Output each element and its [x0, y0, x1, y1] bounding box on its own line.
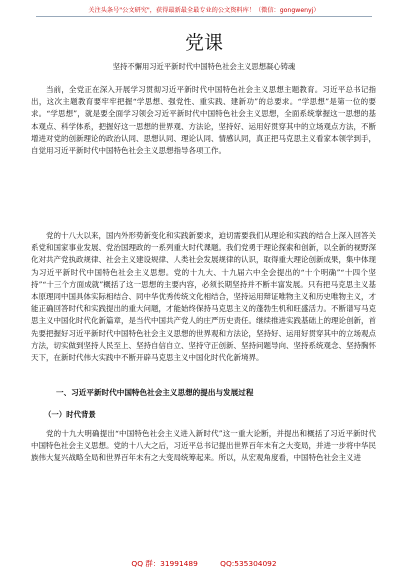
footer-contact: [0, 558, 408, 569]
paragraph-text: 党的十八大以来，国内外形势新变化和实践新要求，迫切需要我们从理论和实践的结合上深入回答关系党和国家事业发展、党治国理政的一系列重大时代课题。我们党勇于理论探索和创新，以全新的视野深化对共产党执政规律、社会主义建设规律、人类社会发展规律的认识，取得重大理论创新成果，集中体现为习近平新时代中国特色社会主义思想。党的十九大、十九届六中全会提出的“十个明确”“十四个坚持”“十三个方面成就”概括了这一思想的主要内容，必须长期坚持并不断丰富发展。只有把马克思主义基本原理同中国具体实际相结合、同中华优秀传统文化相结合，坚持运用辩证唯物主义和历史唯物主义，才能正确回答时代和实践提出的重大问题，才能始终保持马克思主义的蓬勃生机和旺盛活力。不断谱写马克思主义中国化时代化新篇章，是当代中国共产党人的庄严历史责任。继续推进实践基础上的理论创新，首先要把握好习近平新时代中国特色社会主义思想的世界观和方法论，坚持好、运用好贯穿其中的立场观点方法，切实做到坚持人民至上、坚持自信自立、坚持守正创新、坚持问题导向、坚持系统观念、坚持胸怀天下，在新时代伟大实践中不断开辟马克思主义中国化时代化新境界。: [31, 231, 376, 363]
body-paragraph-2: [31, 230, 376, 364]
footer-qq: QQ:535304092: [220, 559, 277, 568]
section-heading: 一、习近平新时代中国特色社会主义思想的提出与发展过程: [56, 388, 254, 397]
document-subtitle: 坚持不懈用习近平新时代中国特色社会主义思想凝心铸魂: [112, 62, 296, 71]
body-paragraph-1: [31, 84, 376, 157]
body-paragraph-3: [31, 428, 376, 465]
paragraph-text: 党的十九大明确提出“中国特色社会主义进入新时代”这一重大论断，并提出和概括了习近平新时代中国特色社会主义思想。党的十八大之后，习近平总书记提出世界百年未有之大变局，并进一步将中华民族伟大复兴战略全局和世界百年未有之大变局统筹起来。所以，从宏观角度看，中国特色社会主义进: [31, 429, 376, 463]
paragraph-text: 当前，全党正在深入开展学习贯彻习近平新时代中国特色社会主义思想主题教育。习近平总书记指出，这次主题教育要牢牢把握“学思想、强党性、重实践、建新功”的总要求。“学思想”是第一位的要求。“学思想”，就是要全面学习领会习近平新时代中国特色社会主义思想，全面系统掌握这一思想的基本观点、科学体系，把握好这一思想的世界观、方法论，坚持好、运用好贯穿其中的立场观点方法，不断增进对党的创新理论的政治认同、思想认同、理论认同、情感认同，真正把马克思主义看家本领学到手，自觉用习近平新时代中国特色社会主义思想指导各项工作。: [31, 85, 376, 156]
document-title: 党课: [184, 32, 223, 54]
footer-qq-group: QQ 群：31991489: [131, 559, 198, 568]
sub-heading: （一）时代背景: [44, 410, 96, 419]
header-banner: 关注头条号"公文研究"，获得最新最全最专业的公文资料库！（微信：gongwenyj）: [36, 5, 372, 17]
